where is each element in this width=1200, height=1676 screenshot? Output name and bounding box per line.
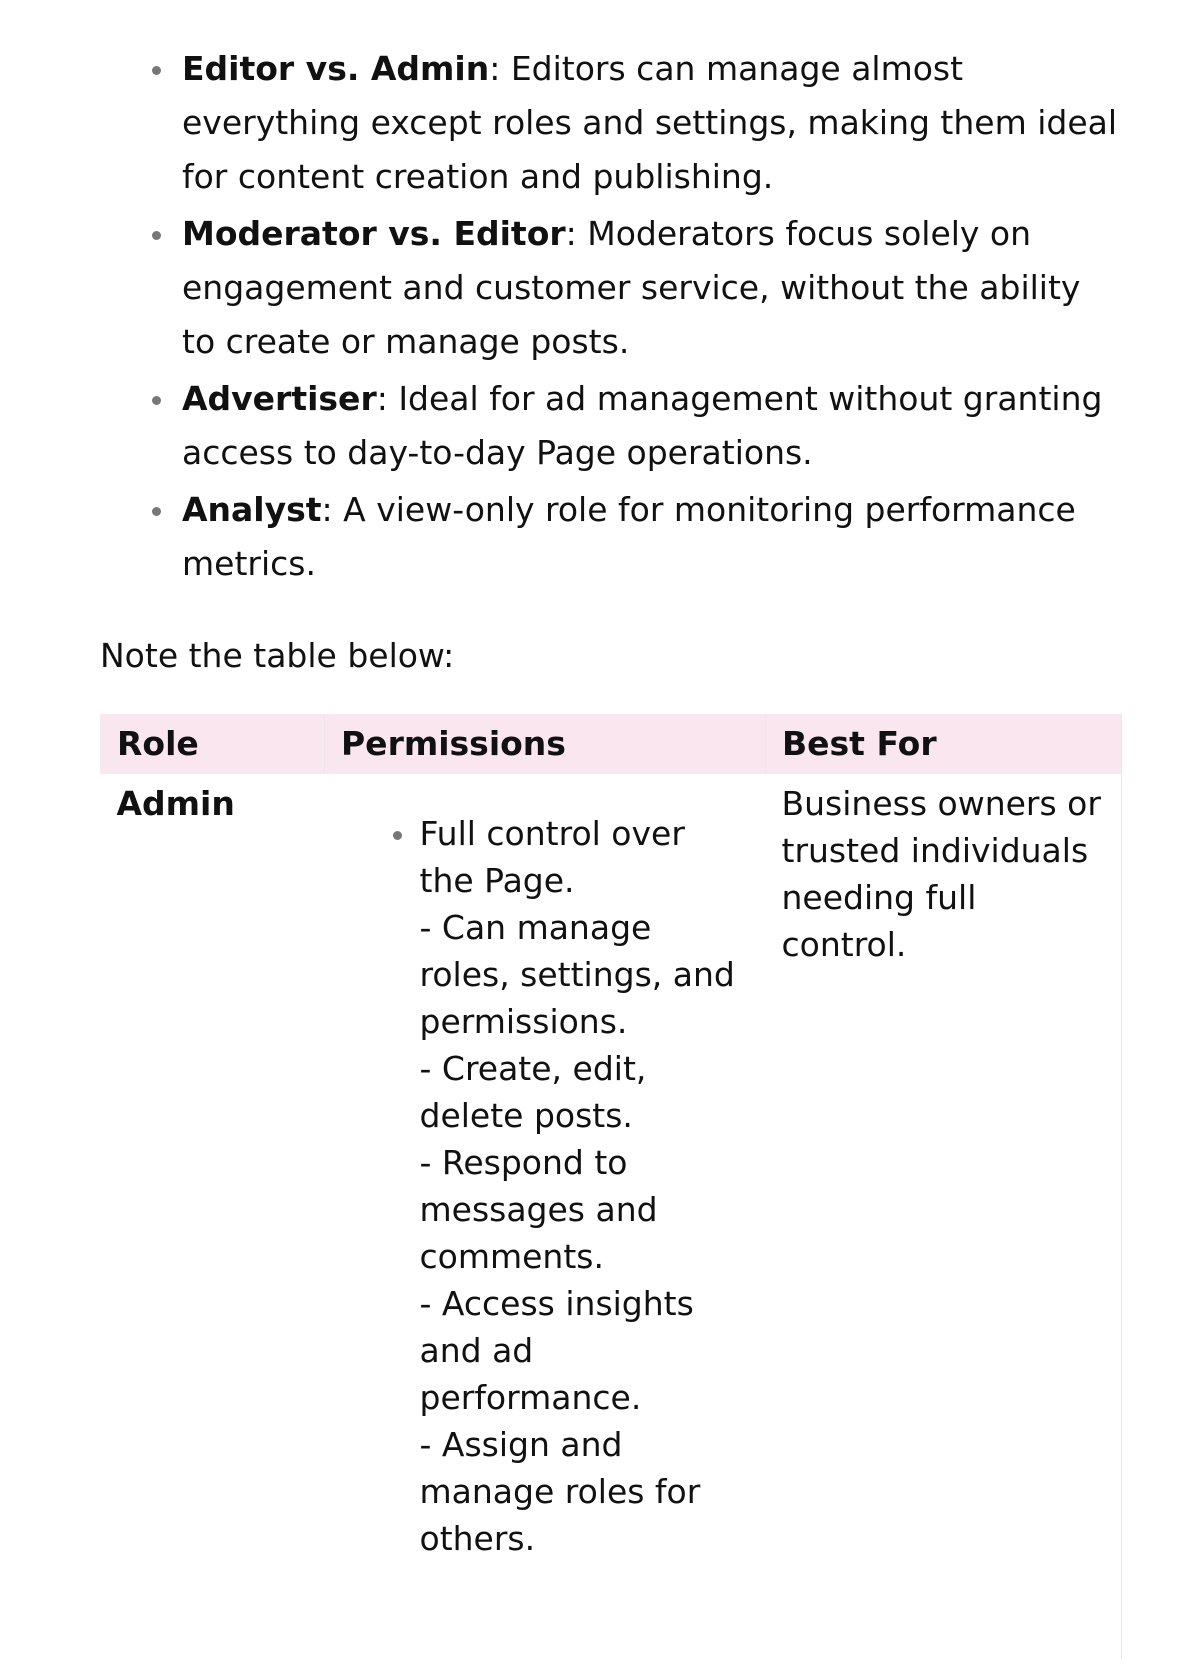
list-item (182, 207, 1120, 369)
permissions-cell (325, 774, 766, 1660)
bullet-dot-icon (152, 231, 161, 240)
list-item (182, 42, 1120, 204)
column-header-permissions: Permissions (325, 714, 766, 774)
list-item-text: : Moderators focus solely on engagement and customer service, without the ability to create or manage posts. (182, 214, 1081, 361)
column-header-best-for: Best For (766, 714, 1122, 774)
table-header (101, 714, 1122, 774)
permission-line: Full control over the Page. (419, 814, 685, 900)
permissions-list-item (420, 810, 750, 1562)
permission-line: - Respond to messages and comments. (419, 1143, 658, 1276)
comparison-list (100, 42, 1120, 591)
note-paragraph: Note the table below: (100, 636, 455, 675)
permission-line: - Create, edit, delete posts. (419, 1049, 647, 1135)
list-item-term: Editor vs. Admin (182, 49, 490, 88)
bullet-dot-icon (152, 396, 161, 405)
bullet-dot-icon (152, 507, 161, 516)
list-item-text: : Ideal for ad management without granting access to day-to-day Page operations. (182, 379, 1103, 472)
table-header-row (101, 714, 1122, 774)
list-item-term: Advertiser (182, 379, 377, 418)
bullet-dot-icon (393, 831, 402, 840)
document-body (100, 42, 1120, 1660)
permission-line: - Can manage roles, settings, and permissions. (419, 908, 735, 1041)
role-cell: Admin (116, 784, 235, 823)
list-item (182, 483, 1120, 591)
list-item-text: : Editors can manage almost everything except roles and settings, making them ideal for content creation and publishing. (182, 49, 1118, 196)
permission-line: - Access insights and ad performance. (419, 1284, 694, 1417)
permissions-list (341, 810, 750, 1562)
bullet-dot-icon (152, 66, 161, 75)
permission-line: - Assign and manage roles for others. (419, 1425, 701, 1558)
list-item-text: : A view-only role for monitoring performance metrics. (182, 490, 1076, 583)
roles-table (100, 714, 1122, 1660)
best-for-cell: Business owners or trusted individuals needing full control. (766, 774, 1122, 1660)
list-item-term: Analyst (182, 490, 322, 529)
list-item-term: Moderator vs. Editor (182, 214, 566, 253)
table-row (101, 774, 1122, 1660)
list-item (182, 372, 1120, 480)
column-header-role: Role (101, 714, 325, 774)
